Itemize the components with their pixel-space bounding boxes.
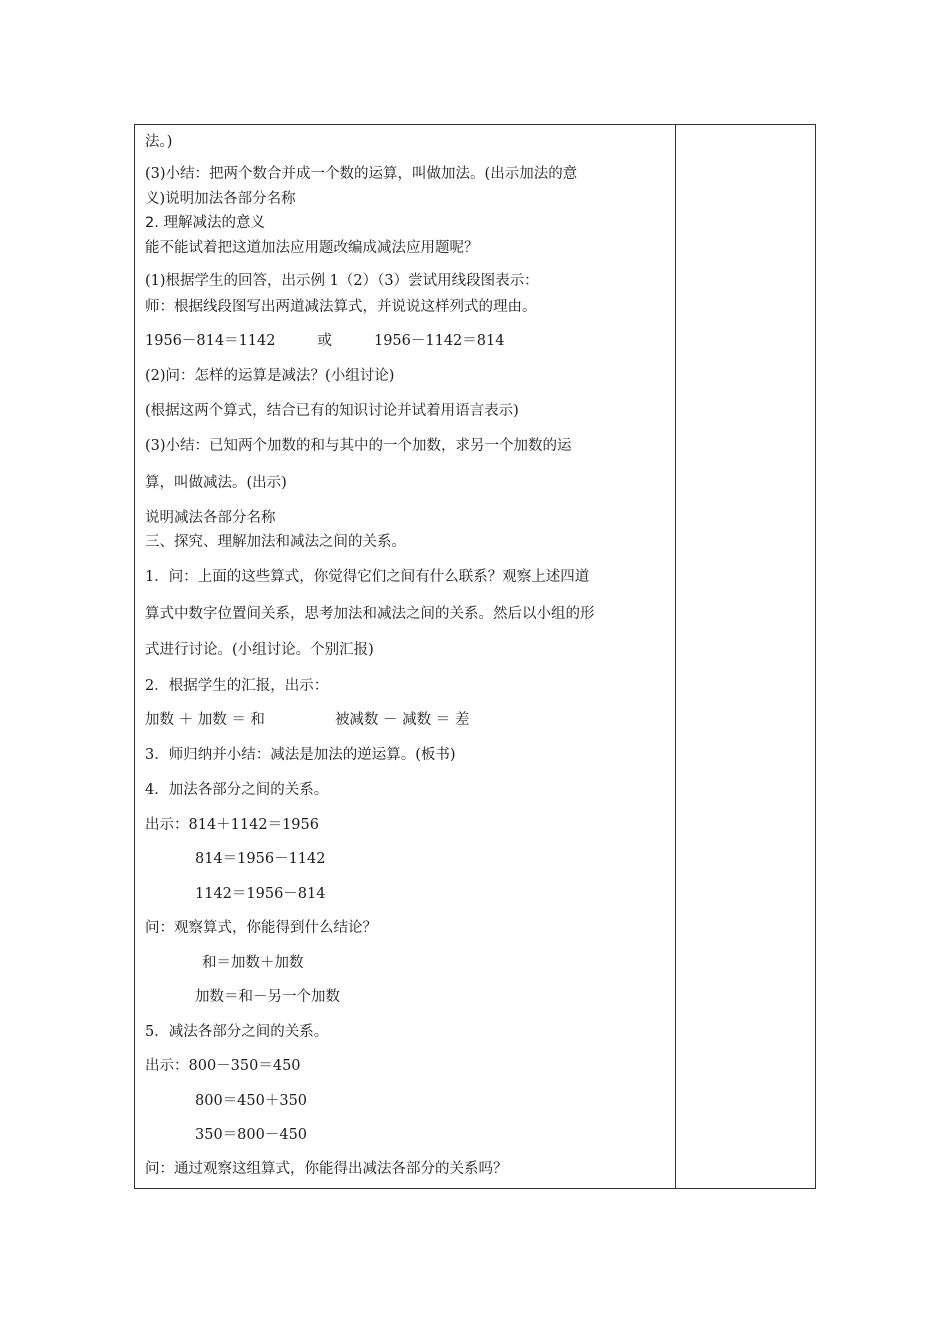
- text-line: 4．加法各部分之间的关系。: [145, 782, 329, 798]
- equation: 800＝450＋350: [195, 1093, 308, 1109]
- equation: 1956－1142＝814: [373, 333, 505, 349]
- text-line: 算，叫做减法。(出示): [145, 475, 287, 491]
- text-line: 出示：814＋1142＝1956: [145, 817, 319, 833]
- text-line: 义)说明加法各部分名称: [145, 191, 296, 207]
- text-line: (3)小结：已知两个加数的和与其中的一个加数，求另一个加数的运: [145, 438, 572, 454]
- text-line: 问：通过观察这组算式，你能得出减法各部分的关系吗？: [145, 1161, 508, 1177]
- text-line: (2)问：怎样的运算是减法？(小组讨论): [145, 368, 395, 384]
- equation-line: [145, 331, 504, 351]
- equation: 加数＝和－另一个加数: [195, 989, 340, 1005]
- text-line: 出示：800－350＝450: [145, 1058, 301, 1074]
- text-line: 1．问：上面的这些算式，你觉得它们之间有什么联系？观察上述四道: [145, 569, 590, 585]
- text-line: 5．减法各部分之间的关系。: [145, 1024, 329, 1040]
- text-line: (1)根据学生的回答，出示例 1（2）（3）尝试用线段图表示：: [145, 273, 539, 289]
- text-line: 问：观察算式，你能得到什么结论？: [145, 920, 377, 936]
- subtraction-formula: 被减数 － 减数 ＝ 差: [334, 712, 470, 728]
- addition-formula: 加数 ＋ 加数 ＝ 和: [145, 712, 265, 728]
- equation: 1956－814＝1142: [145, 333, 276, 349]
- equation: 1142＝1956－814: [195, 886, 326, 902]
- section-heading: 三、探究、理解加法和减法之间的关系。: [145, 534, 406, 550]
- notes-cell: [676, 125, 815, 1188]
- equation: 814＝1956－1142: [195, 851, 326, 867]
- equation: 350＝800－450: [195, 1127, 308, 1143]
- equation: 和＝加数＋加数: [202, 955, 304, 971]
- text-line: 式进行讨论。(小组讨论。个别汇报): [145, 642, 374, 658]
- text-line: 能不能试着把这道加法应用题改编成减法应用题呢？: [145, 240, 479, 256]
- section-heading: 2. 理解减法的意义: [145, 215, 265, 231]
- content-cell: [145, 125, 670, 1188]
- text-line: 说明减法各部分名称: [145, 510, 276, 526]
- text-line: (3)小结：把两个数合并成一个数的运算，叫做加法。(出示加法的意: [145, 166, 578, 182]
- lesson-table: [134, 124, 816, 1189]
- text-line: (根据这两个算式，结合已有的知识讨论并试着用语言表示): [145, 403, 519, 419]
- formula-line: [145, 710, 469, 730]
- text-line: 算式中数字位置间关系，思考加法和减法之间的关系。然后以小组的形: [145, 606, 595, 622]
- text-line: 3．师归纳并小结：减法是加法的逆运算。(板书): [145, 747, 456, 763]
- connector-word: 或: [317, 333, 332, 349]
- text-line: 2．根据学生的汇报，出示：: [145, 678, 329, 694]
- text-line: 法。): [145, 134, 173, 150]
- text-line: 师：根据线段图写出两道减法算式，并说说这样列式的理由。: [145, 299, 537, 315]
